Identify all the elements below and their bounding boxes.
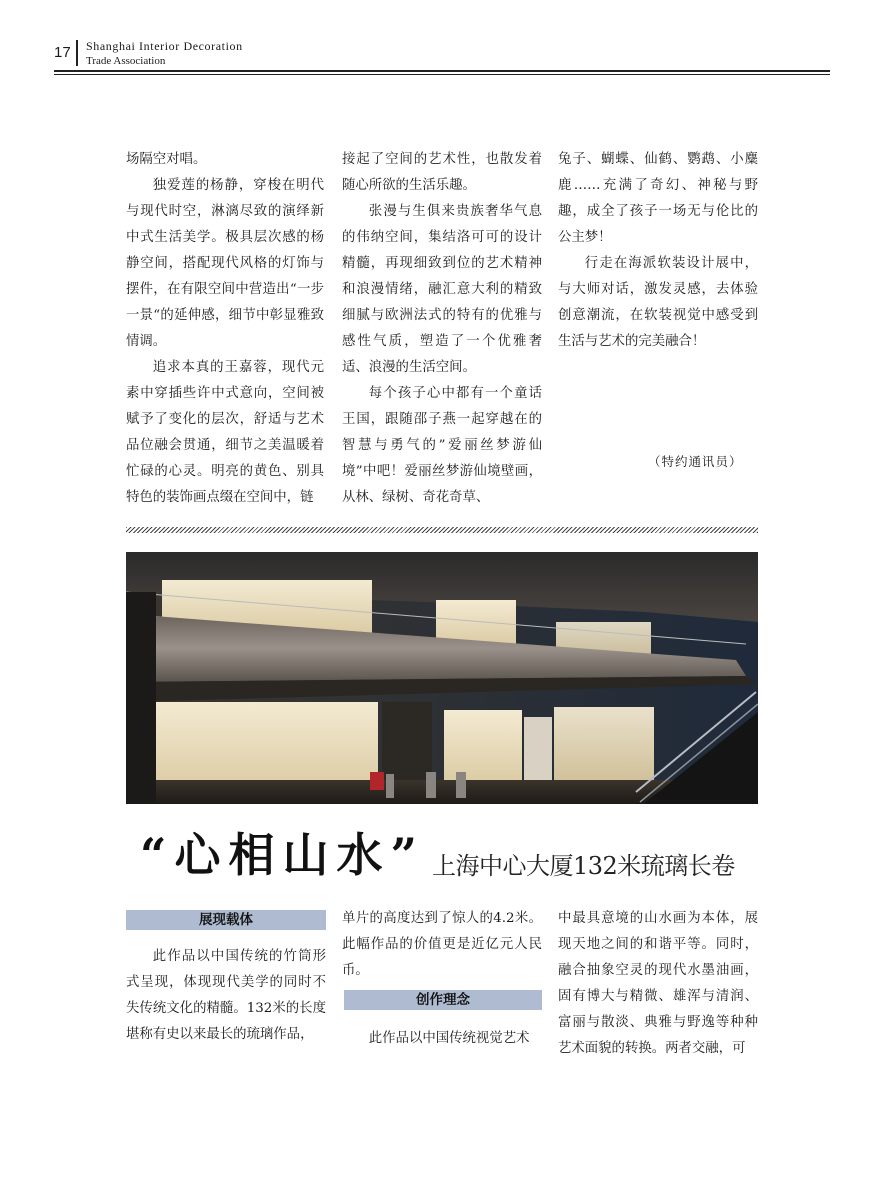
paragraph: 单片的高度达到了惊人的4.2米。此幅作品的价值更是近亿元人民币。 [342, 911, 542, 978]
byline: （特约通讯员） [648, 454, 743, 469]
upper-column-3 [558, 147, 758, 355]
header-rule [54, 70, 830, 72]
paragraph: 场隔空对唱。 [126, 152, 207, 167]
paragraph: 每个孩子心中都有一个童话王国，跟随邵子燕一起穿越在的智慧与勇气的”爱丽丝梦游仙境”中吧！爱丽丝梦游仙境壁画，从林、绿树、奇花奇草、 [342, 386, 542, 505]
upper-column-2 [342, 147, 542, 511]
article-subtitle: 上海中心大厦132米琉璃长卷 [432, 852, 735, 880]
paragraph: 此作品以中国传统的竹筒形式呈现，体现现代美学的同时不失传统文化的精髓。132米的长度堪称有史以来最长的琉璃作品， [126, 949, 326, 1042]
paragraph: 兔子、蝴蝶、仙鹤、鹦鹉、小麋鹿……充满了奇幻、神秘与野趣，成全了孩子一场无与伦比的公主梦！ [558, 152, 758, 245]
header-org-name: Shanghai Interior Decoration [86, 39, 243, 53]
paragraph: 此作品以中国传统视觉艺术 [368, 1031, 530, 1046]
paragraph: 追求本真的王嘉蓉，现代元素中穿插些许中式意向，空间被赋予了变化的层次，舒适与艺术品位融会贯通，细节之美温暖着忙碌的心灵。明亮的黄色、别具特色的装饰画点缀在空间中，链 [126, 360, 324, 505]
calligraphy-title [140, 825, 440, 887]
paragraph: 中最具意境的山水画为本体，展现天地之间的和谐平等。同时，融合抽象空灵的现代水墨油画，固有博大与精微、雄浑与清润、富丽与散淡、典雅与野逸等种种艺术面貌的转换。两者交融，可 [558, 911, 758, 1056]
hatched-divider [126, 527, 758, 533]
header-org-name-line2: Trade Association [86, 55, 166, 67]
upper-column-1 [126, 147, 324, 511]
lower-column-2-section2 [342, 1026, 542, 1052]
paragraph: 独爱莲的杨静，穿梭在明代与现代时空，淋漓尽致的演绎新中式生活美学。极具层次感的杨静空间，搭配现代风格的灯饰与摆件，在有限空间中营造出“一步一景“的延伸感，细节中彰显雅致情调。 [126, 178, 324, 349]
section-heading: 展现载体 [126, 910, 326, 930]
lower-column-2 [342, 906, 542, 984]
lower-column-1 [126, 944, 326, 1048]
header-divider [76, 40, 78, 66]
section-heading: 创作理念 [344, 990, 542, 1010]
paragraph: 接起了空间的艺术性，也散发着随心所欲的生活乐趣。 [342, 152, 542, 193]
lower-column-3 [558, 906, 758, 1062]
header-rule-thin [54, 74, 830, 75]
calligraphy-title-text: “心相山水” [140, 828, 425, 882]
page-number: 17 [54, 44, 71, 61]
paragraph: 行走在海派软装设计展中，与大师对话，激发灵感，去体验创意潮流，在软装视觉中感受到生活与艺术的完美融合！ [558, 256, 758, 349]
atrium-photo [126, 552, 758, 804]
paragraph: 张漫与生俱来贵族奢华气息的伟纳空间，集结洛可可的设计精髓，再现细致到位的艺术精神和浪漫情绪，融汇意大利的精致细腻与欧洲法式的特有的优雅与感性气质，塑造了一个优雅奢适、浪漫的生活空间。 [342, 204, 542, 375]
